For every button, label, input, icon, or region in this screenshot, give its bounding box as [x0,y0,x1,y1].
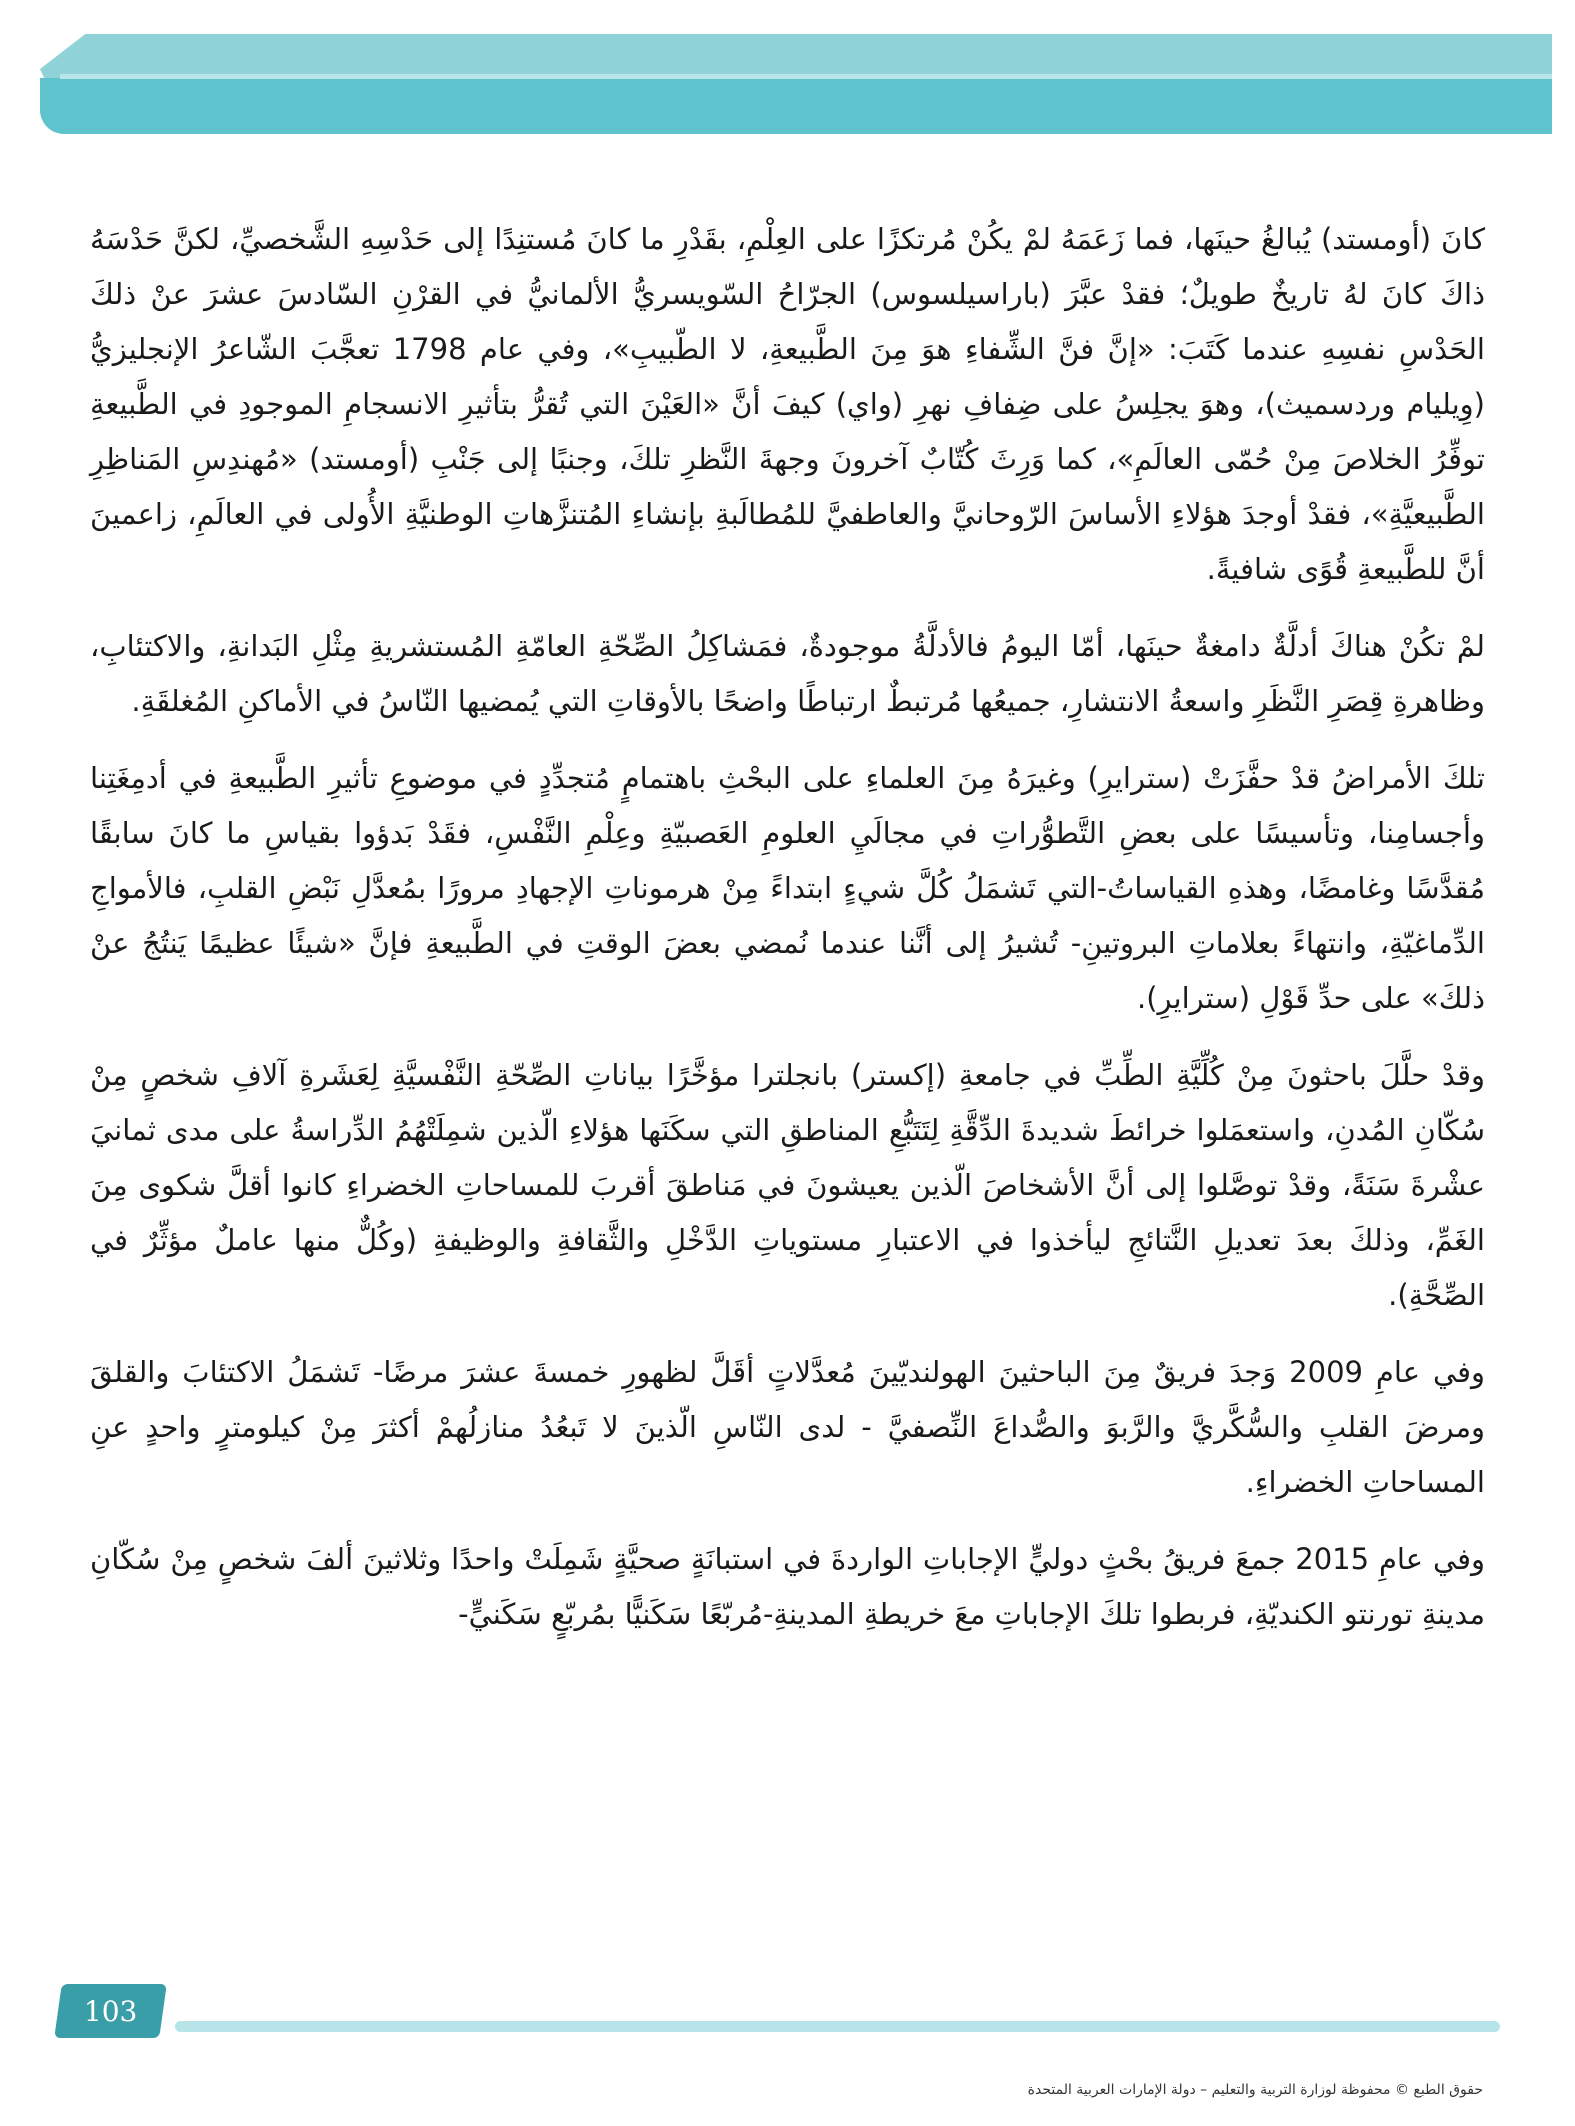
page-number: 103 [83,1994,138,2028]
paragraph-3: تلكَ الأمراضُ قدْ حفَّزَتْ (سترايرِ) وغيرَهُ مِنَ العلماءِ على البحْثِ باهتمامٍ مُتجدِّدٍ في موضوعِ تأثيرِ الطَّبيعةِ في أدمِغَتِنا وأجسامِنا، وتأسيسًا على بعضِ التَّطوُّراتِ في مجالَيِ العلومِ العَصبيّةِ وعِلْمِ النَّفْسِ، فقَدْ بَدؤوا بقياسِ ما كانَ سابقًا مُقدَّسًا وغامضًا، وهذهِ القياساتُ-التي تَشمَلُ كُلَّ شيءٍ ابتداءً مِنْ هرموناتِ الإجهادِ مرورًا بمُعدَّلِ نَبْضِ القلبِ، فالأمواجِ الدِّماغيّةِ، وانتهاءً بعلاماتِ البروتينِ- تُشيرُ إلى أنَّنا عندما نُمضي بعضَ الوقتِ في الطَّبيعةِ فإنَّ «شيئًا عظيمًا يَنتُجُ عنْ ذلكَ» على حدِّ قَوْلِ (سترايرِ). [90,761,1485,1015]
paragraph-4: وقدْ حلَّلَ باحثونَ مِنْ كُلِّيَّةِ الطِّبِّ في جامعةِ (إكستر) بانجلترا مؤخَّرًا بياناتِ الصِّحّةِ النَّفْسيَّةِ لِعَشَرةِ آلافِ شخصٍ مِنْ سُكّانِ المُدنِ، واستعمَلوا خرائطَ شديدةَ الدِّقَّةِ لِتَتَبُّعِ المناطقِ التي سكَنَها هؤلاءِ الّذين شمِلَتْهُمُ الدِّراسةُ على مدى ثمانيَ عشْرةَ سَنَةً، وقدْ توصَّلوا إلى أنَّ الأشخاصَ الّذين يعيشونَ في مَناطقَ أقربَ للمساحاتِ الخضراءِ كانوا أقلَّ شكوى مِنَ الغَمِّ، وذلكَ بعدَ تعديلِ النَّتائجِ ليأخذوا في الاعتبارِ مستوياتِ الدَّخْلِ والثَّقافةِ والوظيفةِ (وكُلٌّ منها عاملٌ مؤثِّرٌ في الصِّحَّةِ). [90,1058,1485,1312]
copyright-notice: حقوق الطبع © محفوظة لوزارة التربية والتعليم – دولة الإمارات العربية المتحدة [1027,2082,1483,2098]
paragraph-1: كانَ (أومستد) يُبالغُ حينَها، فما زَعَمَهُ لمْ يكُنْ مُرتكزًا على العِلْمِ، بقَدْرِ ما كانَ مُستنِدًا إلى حَدْسِهِ الشَّخصيِّ، لكنَّ حَدْسَهُ ذاكَ كانَ لهُ تاريخٌ طويلٌ؛ فقدْ عبَّرَ (باراسيلسوس) الجرّاحُ السّويسريُّ الألمانيُّ في القرْنِ السّادسَ عشرَ عنْ ذلكَ الحَدْسِ نفسِهِ عندما كَتَبَ: «إنَّ فنَّ الشِّفاءِ هوَ مِنَ الطَّبيعةِ، لا الطّبيبِ»، وفي عام 1798 تعجَّبَ الشّاعرُ الإنجليزيُّ (وِيليام وردسميث)، وهوَ يجلِسُ على ضِفافِ نهرِ (واي) كيفَ أنَّ «العَيْنَ التي تُقرُّ بتأثيرِ الانسجامِ الموجودِ في الطَّبيعةِ توفِّرُ الخلاصَ مِنْ حُمّى العالَمِ»، كما وَرِثَ كُتّابٌ آخرونَ وجهةَ النَّظرِ تلكَ، وجنبًا إلى جَنْبِ (أومستد) «مُهندِسِ المَناظِرِ الطَّبيعيَّةِ»، فقدْ أوجدَ هؤلاءِ الأساسَ الرّوحانيَّ والعاطفيَّ للمُطالَبةِ بإنشاءِ المُتنزَّهاتِ الوطنيَّةِ الأُولى في العالَمِ، زاعمينَ أنَّ للطَّبيعةِ قُوًى شافيةً. [90,222,1485,586]
page-number-badge [54,1984,167,2038]
paragraph-6: وفي عامِ 2015 جمعَ فريقُ بحْثٍ دوليٍّ الإجاباتِ الواردةَ في استبانَةٍ صحيَّةٍ شَمِلَتْ واحدًا وثلاثينَ ألفَ شخصٍ مِنْ سُكّانِ مدينةِ تورنتو الكنديّةِ، فربطوا تلكَ الإجاباتِ معَ خريطةِ المدينةِ-مُربّعًا سَكَنيًّا بمُربّعٍ سَكَنيٍّ- [90,1542,1485,1631]
article-body [90,212,1485,1664]
header-band-lower [40,78,1552,134]
header-band-highlight [60,74,1552,79]
footer-rule [175,2021,1500,2032]
paragraph-5: وفي عامِ 2009 وَجدَ فريقٌ مِنَ الباحثينَ الهولنديّينَ مُعدَّلاتٍ أقَلَّ لظهورِ خمسةَ عشرَ مرضًا- تَشمَلُ الاكتئابَ والقلقَ ومرضَ القلبِ والسُّكَّريَّ والرَّبوَ والصُّداعَ النِّصفيَّ - لدى النّاسِ الّذينَ لا تَبعُدُ منازلُهمْ أكثرَ مِنْ كيلومترٍ واحدٍ عنِ المساحاتِ الخضراءِ. [90,1355,1485,1499]
paragraph-2: لمْ تكُنْ هناكَ أدلَّةٌ دامغةٌ حينَها، أمّا اليومُ فالأدلَّةُ موجودةٌ، فمَشاكِلُ الصِّحّةِ العامّةِ المُستشريةِ مِثْلِ البَدانةِ، والاكتئابِ، وظاهرةِ قِصَرِ النَّظَرِ واسعةُ الانتشارِ، جميعُها مُرتبطٌ ارتباطًا واضحًا بالأوقاتِ التي يُمضيها النّاسُ في الأماكنِ المُغلقَةِ. [90,629,1485,718]
